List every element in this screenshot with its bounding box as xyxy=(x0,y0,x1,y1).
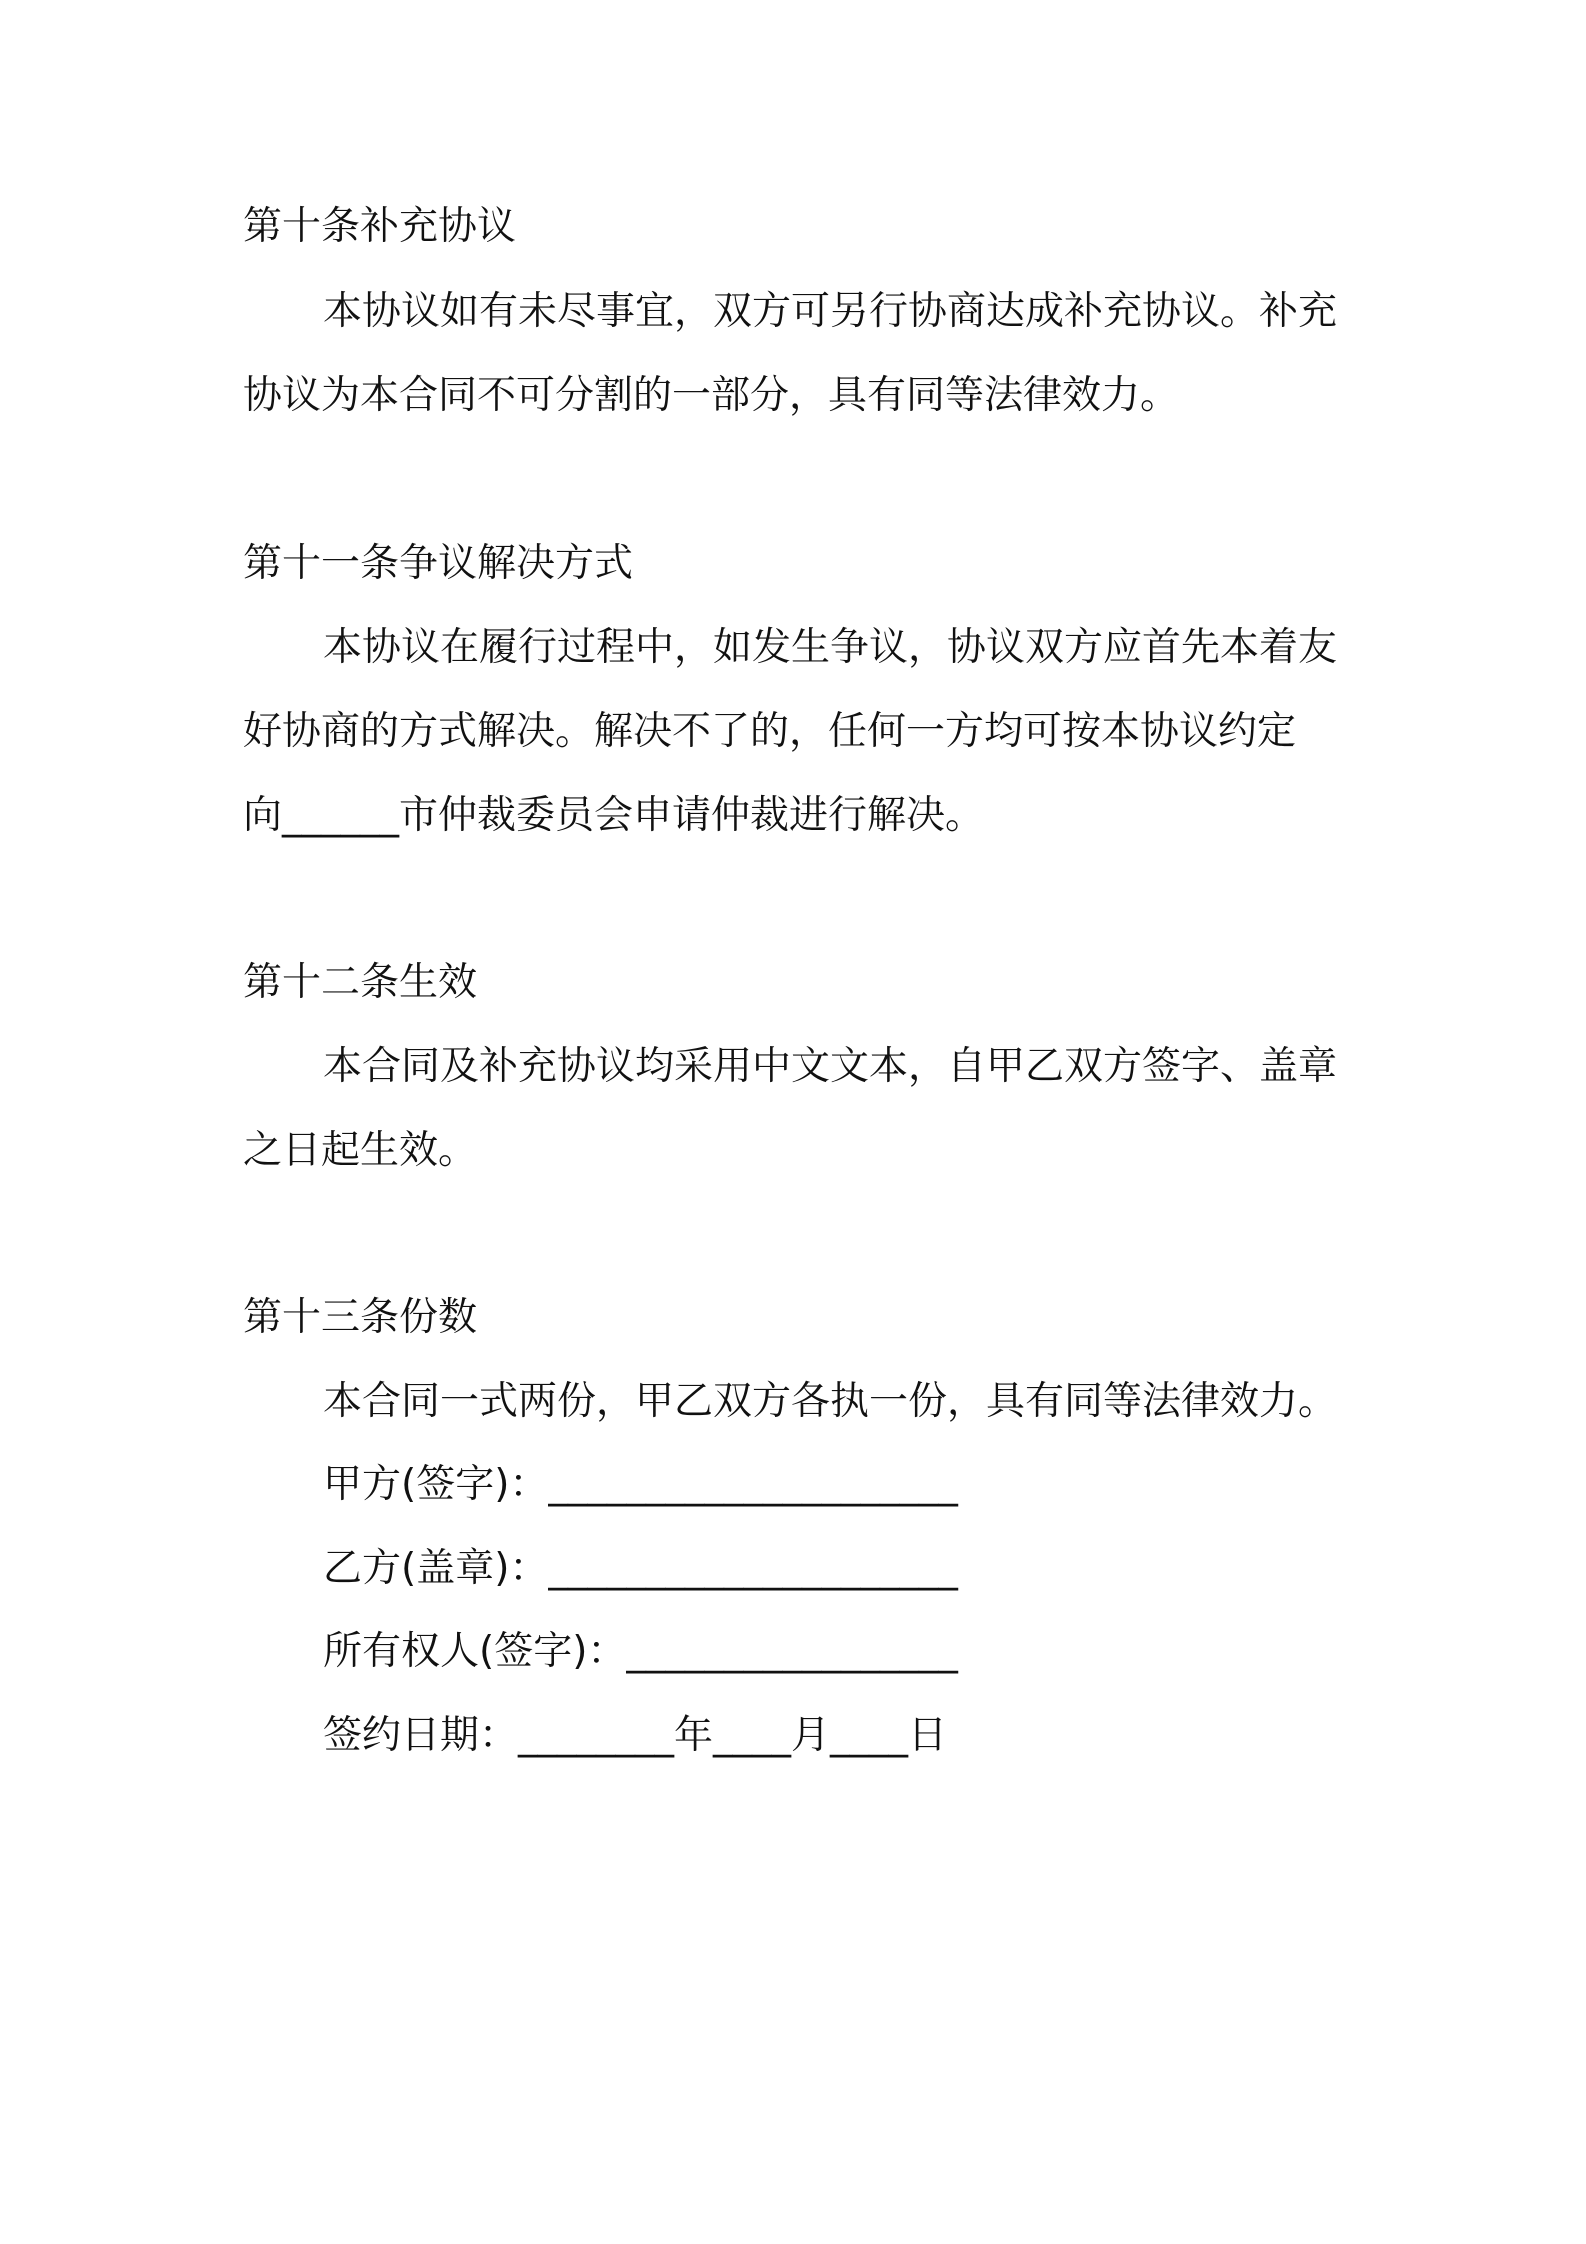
section-11-paragraph-line-2: 好协商的方式解决。解决不了的，任何一方均可按本协议约定 xyxy=(243,709,1297,754)
party-b-seal-field: 乙方(盖章)：_____________________ xyxy=(323,1546,958,1591)
section-11-paragraph-line-3: 向______市仲裁委员会申请仲裁进行解决。 xyxy=(243,793,985,838)
section-10-heading: 第十条补充协议 xyxy=(243,204,517,249)
section-11-heading: 第十一条争议解决方式 xyxy=(243,541,634,586)
owner-signature-field: 所有权人(签字)：_________________ xyxy=(323,1629,958,1674)
section-13-paragraph-line-1: 本合同一式两份，甲乙双方各执一份，具有同等法律效力。 xyxy=(323,1379,1338,1424)
section-12-heading: 第十二条生效 xyxy=(243,960,478,1005)
section-11-paragraph-line-1: 本协议在履行过程中，如发生争议，协议双方应首先本着友 xyxy=(323,625,1338,670)
party-a-signature-field: 甲方(签字)：_____________________ xyxy=(323,1462,958,1507)
signing-date-field: 签约日期：________年____月____日 xyxy=(323,1713,948,1758)
section-10-paragraph-line-2: 协议为本合同不可分割的一部分，具有同等法律效力。 xyxy=(243,373,1180,418)
section-12-paragraph-line-1: 本合同及补充协议均采用中文文本，自甲乙双方签字、盖章 xyxy=(323,1044,1338,1089)
section-13-heading: 第十三条份数 xyxy=(243,1295,478,1340)
section-10-paragraph-line-1: 本协议如有未尽事宜，双方可另行协商达成补充协议。补充 xyxy=(323,289,1338,334)
section-12-paragraph-line-2: 之日起生效。 xyxy=(243,1128,478,1173)
